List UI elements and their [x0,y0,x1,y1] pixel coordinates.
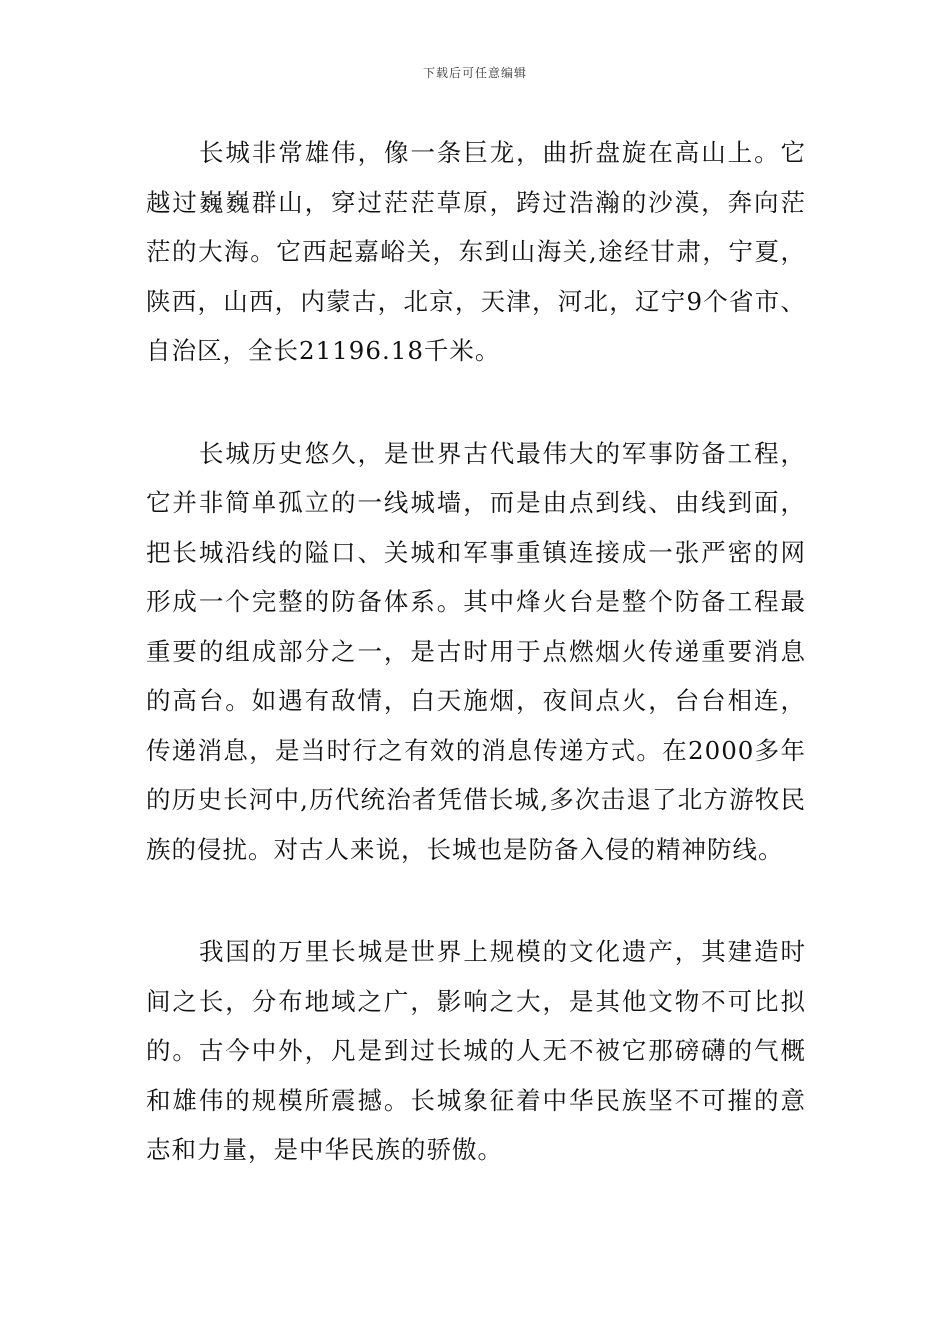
paragraph-3: 我国的万里长城是世界上规模的文化遗产，其建造时间之长，分布地域之广，影响之大，是其他文物不可比拟的。古今中外，凡是到过长城的人无不被它那磅礴的气概和雄伟的规模所震撼。长城象征着中华民族坚不可摧的意志和力量，是中华民族的骄傲。 [146,937,806,1164]
page-header: 下载后可任意编辑 [422,66,527,80]
paragraph-1: 长城非常雄伟，像一条巨龙，曲折盘旋在高山上。它越过巍巍群山，穿过茫茫草原，跨过浩瀚的沙漠，奔向茫茫的大海。它西起嘉峪关，东到山海关,途经甘肃，宁夏，陕西，山西，内蒙古，北京，天津，河北，辽宁9个省市、自治区，全长21196.18千米。 [146,138,806,365]
document-body [146,128,806,1228]
paragraph-2: 长城历史悠久，是世界古代最伟大的军事防备工程，它并非简单孤立的一线城墙，而是由点到线、由线到面，把长城沿线的隘口、关城和军事重镇连接成一张严密的网形成一个完整的防备体系。其中烽火台是整个防备工程最重要的组成部分之一，是古时用于点燃烟火传递重要消息的高台。如遇有敌情，白天施烟，夜间点火，台台相连，传递消息，是当时行之有效的消息传递方式。在2000多年的历史长河中,历代统治者凭借长城,多次击退了北方游牧民族的侵扰。对古人来说，长城也是防备入侵的精神防线。 [146,438,806,864]
